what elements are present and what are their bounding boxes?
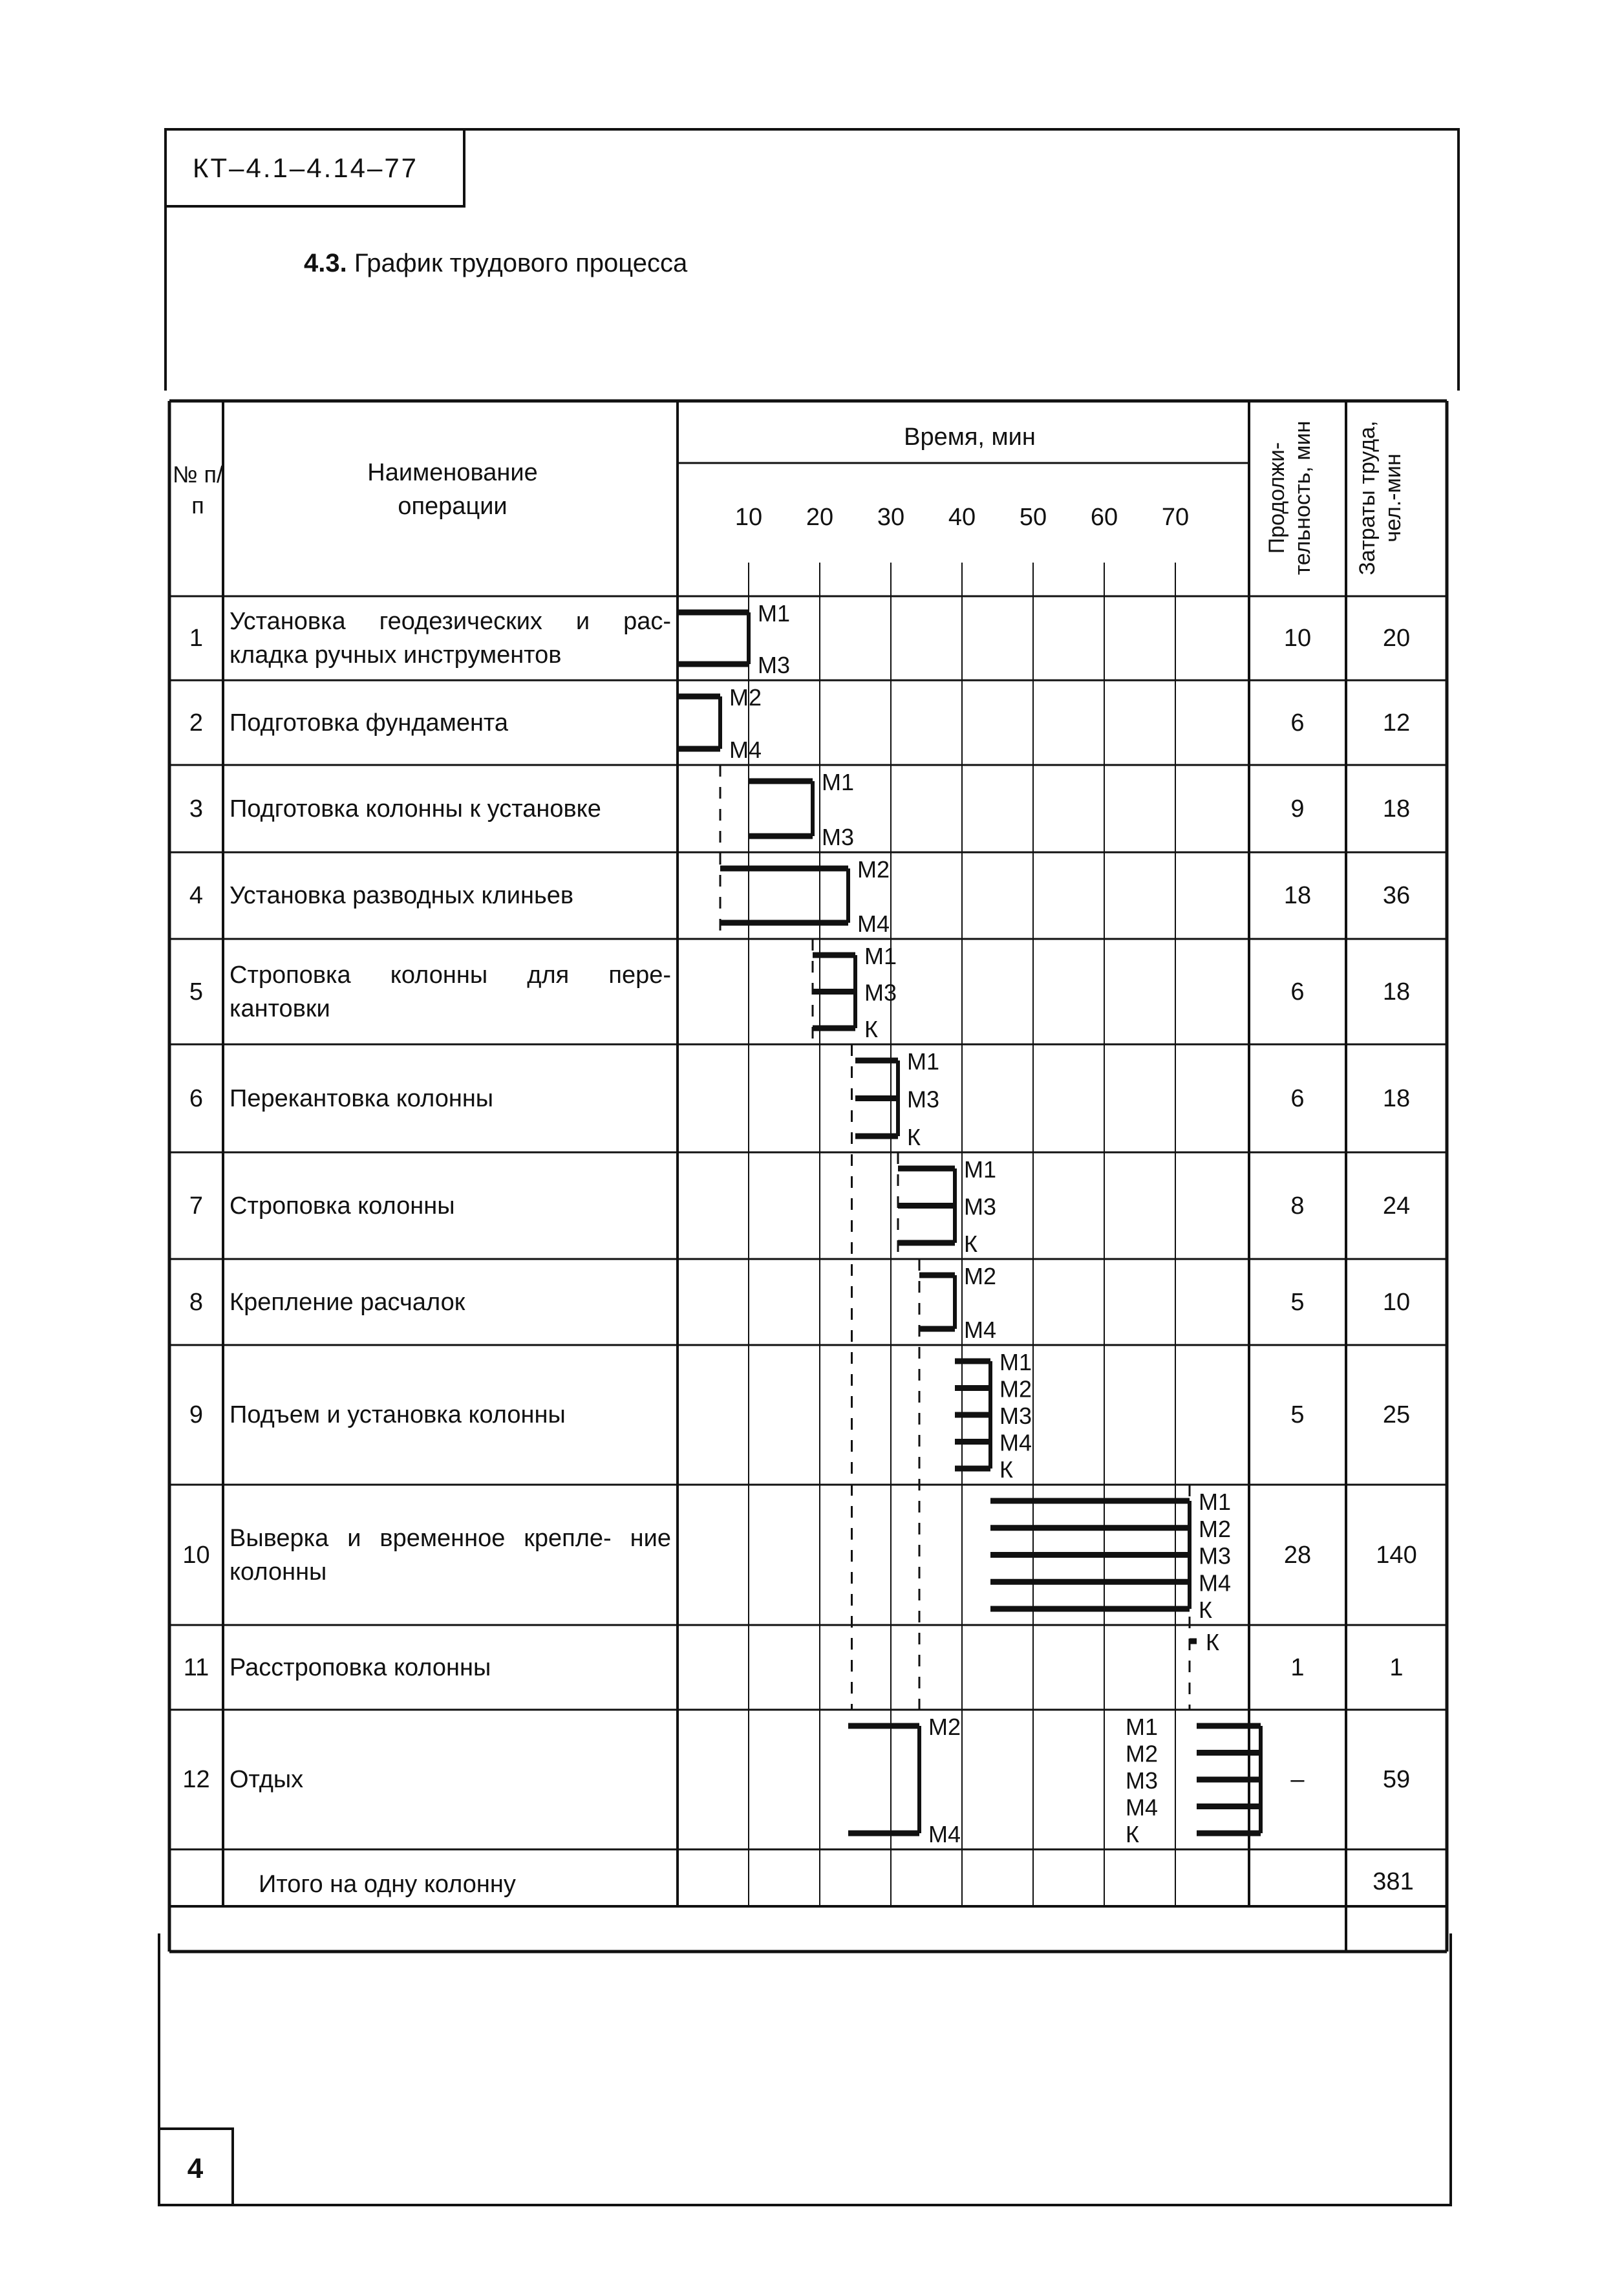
duration-value: 10 [1283,625,1312,652]
worker-label: К [864,1016,878,1042]
worker-label: М2 [857,856,890,883]
operation-name: Подготовка колонны к установке [230,795,601,823]
document-code: КТ–4.1–4.14–77 [167,128,465,208]
header-time: Время, мин [904,424,1036,451]
row-number: 9 [189,1401,204,1428]
labor-value: 10 [1382,1288,1411,1316]
labor-value: 25 [1382,1401,1411,1428]
duration-value: 28 [1283,1541,1312,1569]
duration-value: 6 [1290,1084,1305,1112]
worker-label: М2 [729,684,762,711]
time-tick-70: 70 [1161,504,1190,531]
worker-label: М3 [1199,1542,1232,1569]
worker-label: М4 [964,1317,997,1343]
worker-label: М1 [758,600,791,627]
worker-label: К [1126,1821,1139,1847]
header-labor: Затраты труда, чел.-мин [1355,420,1405,576]
row-number: 2 [189,709,204,737]
worker-label: М3 [864,979,897,1006]
worker-label: М3 [964,1193,997,1220]
worker-label: М3 [907,1086,940,1113]
row-number: 4 [189,882,204,909]
section-number: 4.3. [304,249,347,277]
total-label: Итого на одну колонну [259,1871,516,1898]
duration-value: – [1290,1766,1305,1793]
time-tick-40: 40 [948,504,976,531]
duration-value: 5 [1290,1401,1305,1428]
row-number: 5 [189,978,204,1006]
operation-name: Установка геодезических и рас- кладка ручных инструментов [230,608,671,669]
time-tick-30: 30 [877,504,905,531]
worker-label: М2 [1126,1740,1159,1767]
worker-label: М1 [907,1048,940,1075]
time-tick-10: 10 [734,504,763,531]
labor-value: 24 [1382,1192,1411,1220]
worker-label: М1 [1199,1489,1232,1515]
row-number: 6 [189,1084,204,1112]
header-duration: Продолжи- тельность, мин [1265,420,1315,576]
row-number: 11 [183,1653,209,1681]
worker-label: К [1206,1629,1219,1655]
operation-name: Подъем и установка колонны [230,1401,566,1428]
operation-name: Строповка колонны для пере- кантовки [230,961,671,1022]
labor-value: 59 [1382,1766,1411,1793]
operation-name: Строповка колонны [230,1192,455,1220]
duration-value: 8 [1290,1192,1305,1220]
labor-value: 18 [1382,978,1411,1006]
worker-label: М3 [1126,1767,1159,1794]
worker-label: М4 [928,1821,961,1847]
row-number: 1 [189,625,204,652]
time-tick-60: 60 [1090,504,1118,531]
row-number: 7 [189,1192,204,1220]
section-title-text: График трудового процесса [354,249,688,277]
row-number: 3 [189,795,204,823]
operation-name: Расстроповка колонны [230,1653,491,1681]
labor-value: 140 [1376,1541,1417,1569]
duration-value: 6 [1290,709,1305,737]
row-number: 8 [189,1288,204,1316]
header-name: Наименование операции [367,459,538,520]
labor-value: 20 [1382,625,1411,652]
worker-label: М3 [822,824,855,850]
worker-label: М2 [928,1714,961,1740]
worker-label: М1 [822,769,855,795]
labor-value: 1 [1389,1653,1404,1681]
worker-label: М4 [857,910,890,937]
time-tick-50: 50 [1019,504,1047,531]
duration-value: 9 [1290,795,1305,823]
worker-label: К [1199,1597,1212,1623]
operation-name: Установка разводных клиньев [230,882,574,909]
worker-label: М1 [964,1156,997,1183]
time-tick-20: 20 [806,504,834,531]
worker-label: М2 [1199,1515,1232,1542]
worker-label: М4 [1126,1794,1159,1821]
worker-label: М1 [1126,1714,1159,1740]
duration-value: 1 [1290,1653,1305,1681]
worker-label: К [907,1124,921,1150]
labor-value: 36 [1382,882,1411,909]
duration-value: 5 [1290,1288,1305,1316]
header-num: № п/п [172,461,224,519]
row-number: 12 [182,1766,210,1793]
worker-label: М1 [999,1349,1032,1375]
duration-value: 18 [1283,882,1312,909]
worker-label: М1 [864,943,897,969]
operation-name: Отдых [230,1766,304,1793]
total-labor: 381 [1373,1868,1414,1895]
operation-name: Крепление расчалок [230,1288,465,1316]
labor-value: 18 [1382,795,1411,823]
worker-label: М4 [1199,1569,1232,1597]
worker-label: М2 [999,1375,1032,1403]
labor-value: 12 [1382,709,1411,737]
worker-label: К [964,1231,978,1257]
page-number: 4 [159,2127,234,2205]
worker-label: М2 [964,1263,997,1289]
worker-label: М3 [999,1403,1032,1429]
operation-name: Выверка и временное крепле- ние колонны [230,1524,671,1586]
duration-value: 6 [1290,978,1305,1006]
labor-value: 18 [1382,1084,1411,1112]
worker-label: М3 [758,652,791,678]
worker-label: М4 [729,737,762,763]
worker-label: К [999,1456,1013,1483]
operation-name: Подготовка фундамента [230,709,509,737]
worker-label: М4 [999,1429,1032,1456]
operation-name: Перекантовка колонны [230,1084,494,1112]
row-number: 10 [182,1541,210,1569]
